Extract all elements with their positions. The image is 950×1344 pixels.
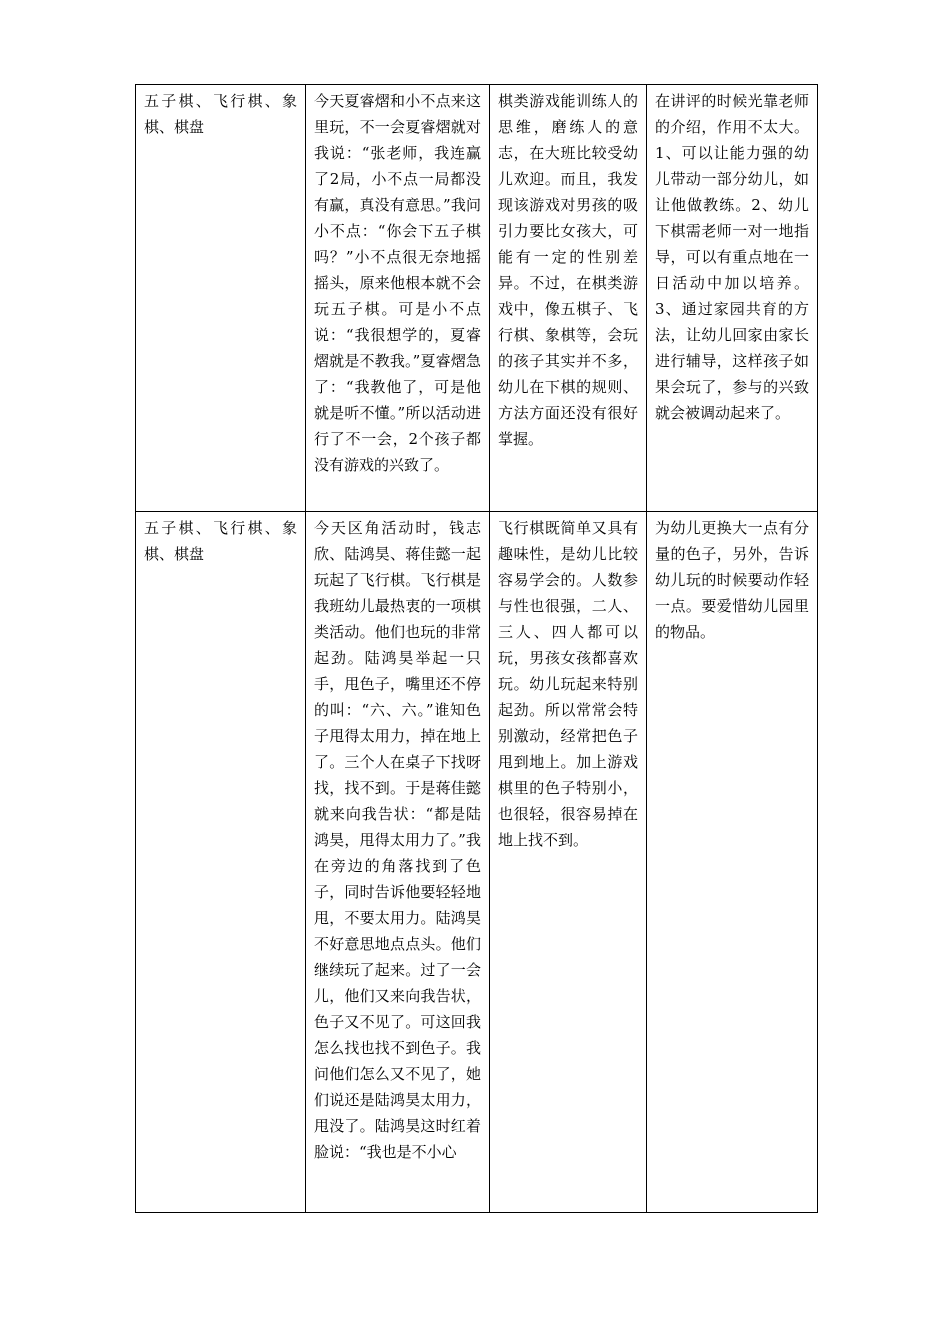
materials-cell: 五子棋、飞行棋、象棋、棋盘 xyxy=(136,512,306,1213)
materials-cell: 五子棋、飞行棋、象棋、棋盘 xyxy=(136,85,306,512)
table-row xyxy=(136,85,818,512)
observation-record-cell: 今天夏睿熠和小不点来这里玩，不一会夏睿熠就对我说：“张老师，我连赢了2局，小不点一局都没有赢，真没有意思。”我问小不点：“你会下五子棋吗？”小不点很无奈地摇摇头，原来他根本就不会玩五子棋。可是小不点说：“我很想学的，夏睿熠就是不教我。”夏睿熠急了：“我教他了，可是他就是听不懂。”所以活动进行了不一会，2个孩子都没有游戏的兴致了。 xyxy=(306,85,490,512)
strategy-cell: 在讲评的时候光靠老师的介绍，作用不太大。1、可以让能力强的幼儿带动一部分幼儿，如让他做教练。2、幼儿下棋需老师一对一地指导，可以有重点地在一日活动中加以培养。3、通过家园共育的方法，让幼儿回家由家长进行辅导，这样孩子如果会玩了，参与的兴致就会被调动起来了。 xyxy=(647,85,818,512)
table-row xyxy=(136,512,818,1213)
strategy-cell: 为幼儿更换大一点有分量的色子，另外，告诉幼儿玩的时候要动作轻一点。要爱惜幼儿园里的物品。 xyxy=(647,512,818,1213)
analysis-cell: 飞行棋既简单又具有趣味性，是幼儿比较容易学会的。人数参与性也很强，二人、三人、四人都可以玩，男孩女孩都喜欢玩。幼儿玩起来特别起劲。所以常常会特别激动，经常把色子甩到地上。加上游戏棋里的色子特别小，也很轻，很容易掉在地上找不到。 xyxy=(490,512,647,1213)
analysis-cell: 棋类游戏能训练人的思维，磨练人的意志，在大班比较受幼儿欢迎。而且，我发现该游戏对男孩的吸引力要比女孩大，可能有一定的性别差异。不过，在棋类游戏中，像五棋子、飞行棋、象棋等，会玩的孩子其实并不多，幼儿在下棋的规则、方法方面还没有很好掌握。 xyxy=(490,85,647,512)
observation-record-cell: 今天区角活动时，钱志欣、陆鸿昊、蒋佳懿一起玩起了飞行棋。飞行棋是我班幼儿最热衷的一项棋类活动。他们也玩的非常起劲。陆鸿昊举起一只手，甩色子，嘴里还不停的叫：“六、六。”谁知色子甩得太用力，掉在地上了。三个人在桌子下找呀找，找不到。于是蒋佳懿就来向我告状：“都是陆鸿昊，甩得太用力了。”我在旁边的角落找到了色子，同时告诉他要轻轻地甩，不要太用力。陆鸿昊不好意思地点点头。他们继续玩了起来。过了一会儿，他们又来向我告状，色子又不见了。可这回我怎么找也找不到色子。我问他们怎么又不见了，她们说还是陆鸿昊太用力，甩没了。陆鸿昊这时红着脸说：“我也是不小心 xyxy=(306,512,490,1213)
observation-table xyxy=(135,84,818,1213)
